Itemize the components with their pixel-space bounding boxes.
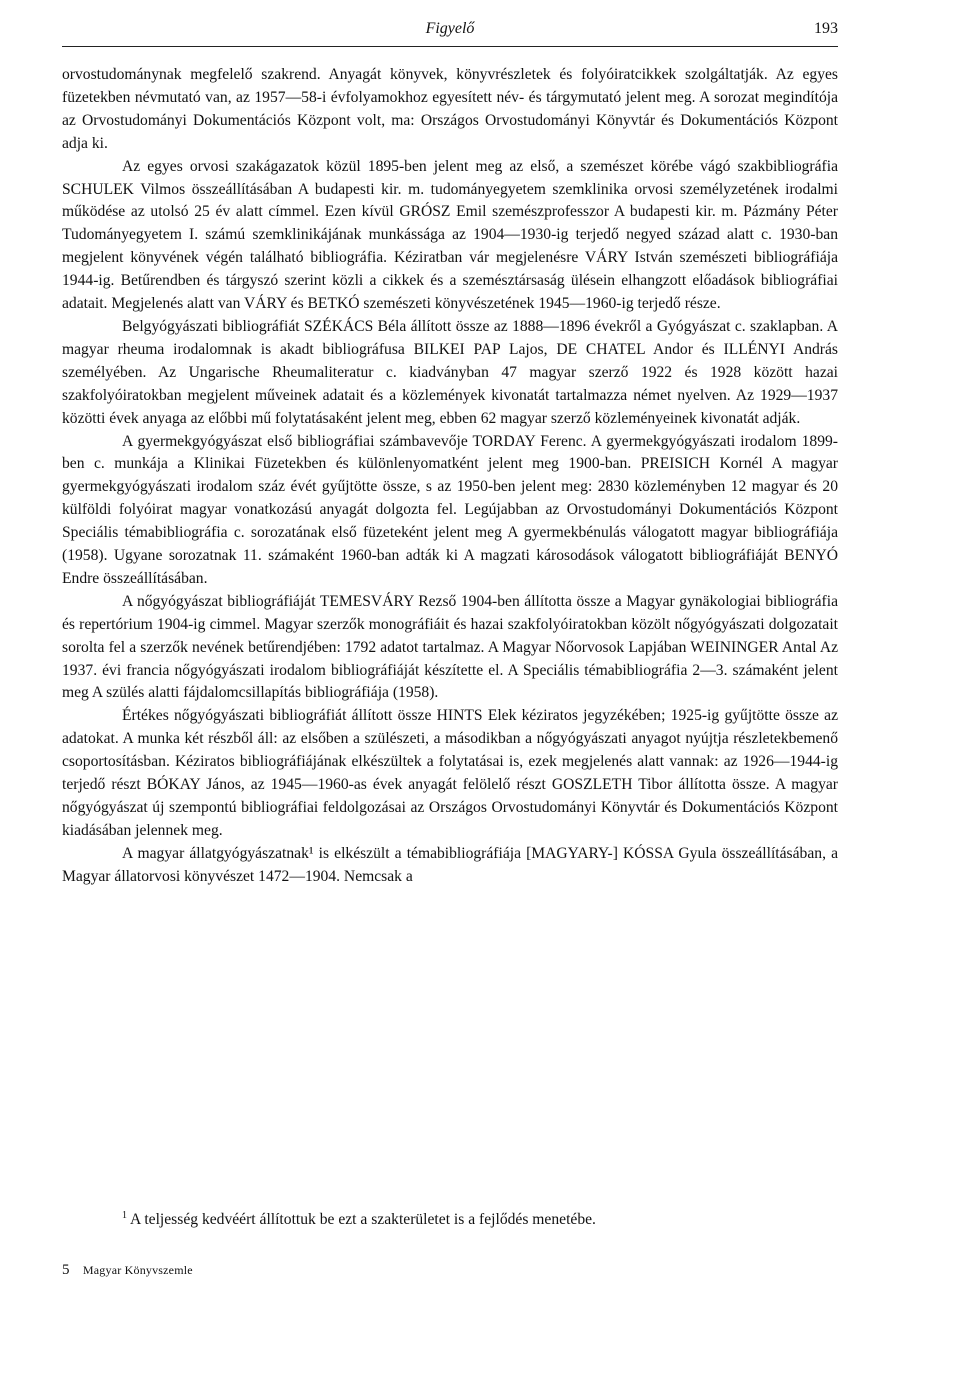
paragraph-7: A magyar állatgyógyászatnak¹ is elkészült a témabibliográfiája [MAGYARY-] KÓSSA Gyula összeállításában, a Magyar állatorvosi könyvészet 1472—1904. Nemcsak a: [62, 844, 838, 885]
paragraph-6: Értékes nőgyógyászati bibliográfiát állított össze HINTS Elek kéziratos jegyzékében; 1925-ig gyűjtötte össze az adatokat. A munka két részből áll: az elsőben a szülészeti, a másodikban a nőgyógyászati anyagot nyújtja részletekbemenő csoportosításban. Kéziratos bibliográfiájának elkészültek a folytatásai is, ezek megjelenés alatt vannak: az 1926—1944-ig terjedő részt BÓKAY János, az 1945—1960-as évek anyagát felölelő részt GOSZLETH Tibor állította össze. A magyar nőgyógyászat új szempontú bibliográfiai feldolgozásai az Országos Orvostudományi Könyvtár és Dokumentációs Központ kiadásában jelennek meg.: [62, 707, 838, 839]
signature-text: Magyar Könyvszemle: [82, 1263, 193, 1277]
paragraph-2: Az egyes orvosi szakágazatok közül 1895-ben jelent meg az első, a szemészet körébe vágó szakbibliográfia SCHULEK Vilmos összeállításában A budapesti kir. m. tudományegyetem szemklinika orvosi személyzetének irodalmi működése az utolsó 25 év alatt címmel. Ezen kívül GRÓSZ Emil szemészprofesszor A budapesti kir. m. Pázmány Péter Tudományegyetem I. számú szemklinikájának munkássága az 1904—1930-ig terjedő negyed század alatt c. 1930-ban megjelent könyvének végén található bibliográfia. Kéziratban vár megjelenésre VÁRY István szemészeti bibliográfiája 1944-ig. Betűrendben és tárgyszó szerint közli a cikkek és a szemésztársaság ülésein elhangzott előadások bibliográfiai adatait. Megjelenés alatt van VÁRY és BETKÓ szemészeti könyvészetének 1945—1960-ig terjedő része.: [62, 157, 838, 313]
page-header: [62, 16, 838, 47]
page-number: 193: [814, 20, 838, 37]
footnote-marker: 1: [122, 1210, 127, 1221]
footnote-text: A teljesség kedvéért állítottuk be ezt a szakterületet is a fejlődés menetébe.: [130, 1211, 596, 1229]
paragraph-3: Belgyógyászati bibliográfiát SZÉKÁCS Béla állított össze az 1888—1896 évekről a Gyógyászat c. szaklapban. A magyar rheuma irodalomnak is akadt bibliográfusa BILKEI PAP Lajos, DE CHATEL Andor és ILLÉNYI András személyében. Az Ungarische Rheumaliteratur c. kiadványban 47 magyar szerző 1922 és 1928 között hazai szakfolyóiratokban megjelent műveinek adatait és a közlemények kivonatát tartalmazza német nyelven. Az 1929—1937 közötti évek anyaga az előbbi mű folytatásaként jelent meg, ebben 62 magyar szerző közleményeinek kivonatát adják.: [62, 317, 838, 427]
signature-number: 5: [62, 1262, 70, 1278]
paragraph-1: orvostudománynak megfelelő szakrend. Anyagát könyvek, könyvrészletek és folyóiratcikkek szolgáltatják. Az egyes füzetekben névmutató van, az 1957—58-i évfolyamokhoz egyesített név- és tárgymutató jelent meg. A sorozat megindítója az Orvostudományi Dokumentációs Központ volt, ma: Országos Orvostudományi Könyvtár és Dokumentációs Központ adja ki.: [62, 66, 838, 152]
body-text: [62, 64, 838, 889]
paragraph-5: A nőgyógyászat bibliográfiáját TEMESVÁRY Rezső 1904-ben állította össze a Magyar gynäkologiai bibliográfia és repertórium 1904-ig cimmel. Magyar szerzők monográfiáit és hazai szakfolyóiratokban közölt nőgyógyászati dolgozatait sorolta fel a szerzők nevének betűrendjében: 1792 adatot tartalmaz. A Magyar Nőorvosok Lapjában WEININGER Antal Az 1937. évi francia nőgyógyászati irodalom bibliográfiáját készítette el. A Speciális témabibliográfia 2—3. számaként jelent meg A szülés alatti fájdalomcsillapítás bibliográfiája (1958).: [62, 592, 838, 702]
paragraph-4: A gyermekgyógyászat első bibliográfiai számbavevője TORDAY Ferenc. A gyermekgyógyászati irodalom 1899-ben c. munkája a Klinikai Füzetekben és különlenyomatként jelent meg 1900-ban. PREISICH Kornél A magyar gyermekgyógyászati irodalom száz évét gyűjtötte össze, s az 1950-ben jelent meg: 2830 közleményben 12 magyar és 20 külföldi folyóirat magyar vonatkozású anyagát dolgozta fel. Legújabban az Orvostudományi Dokumentációs Központ Speciális témabibliográfia c. sorozatának első füzeteként jelent meg A gyermekbénulás válogatott magyar bibliográfiája (1958). Ugyane sorozatnak 11. számaként 1960-ban adták ki A magzati károsodások válogatott bibliográfiáját BENYÓ Endre összeállításában.: [62, 432, 838, 587]
signature-mark: [62, 1262, 193, 1279]
footnote: [122, 1205, 838, 1231]
running-title: Figyelő: [425, 20, 475, 37]
